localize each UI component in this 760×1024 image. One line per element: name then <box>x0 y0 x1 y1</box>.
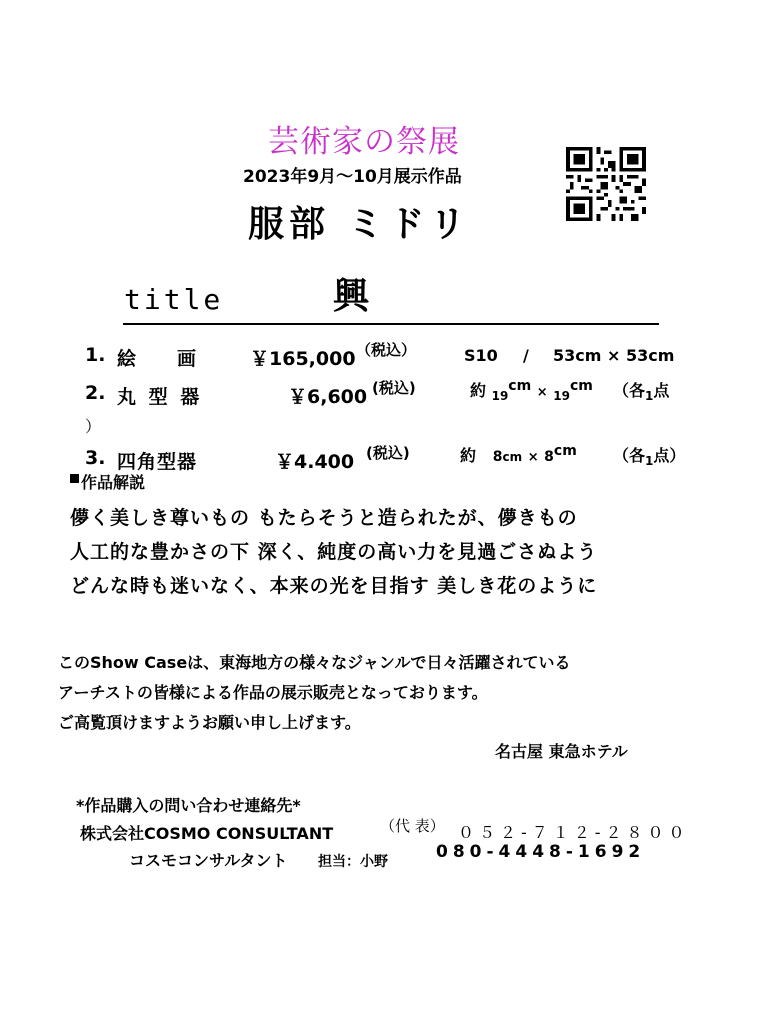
square-bullet-icon <box>70 474 79 483</box>
item-2-tax: (税込) <box>372 379 416 397</box>
item-1-price: ￥165,000 <box>250 348 356 370</box>
description-line-2: 人工的な豊かさの下 深く、純度の高い力を見過ごさぬよう <box>70 541 598 563</box>
item-1-slash: / <box>523 346 529 365</box>
info-line-2: アーチストの皆様による作品の展示販売となっております。 <box>58 683 488 702</box>
item-1-tax: （税込） <box>356 341 417 359</box>
item-3-number: 3. <box>85 447 106 469</box>
item-3-quantity: （各$_1$点） <box>613 446 686 468</box>
company-name: 株式会社COSMO CONSULTANT <box>80 824 334 843</box>
person-phone: 080-4448-1692 <box>436 842 646 862</box>
contact-heading: *作品購入の問い合わせ連絡先* <box>76 796 301 815</box>
representative-phone: ０５２-７１２-２８００ <box>458 823 690 842</box>
item-3-price: ￥4.400 <box>275 451 355 473</box>
item-3-name: 四角型器 <box>117 451 198 473</box>
item-1-size: 53cm × 53cm <box>553 346 675 365</box>
info-line-3: ご高覧頂けますようお願い申し上げます。 <box>58 713 361 732</box>
item-1-size-code: S10 <box>464 346 498 365</box>
item-2-size: 約 $_{19}$cm × $_{19}$cm <box>470 378 593 403</box>
title-divider <box>123 323 659 325</box>
artist-name: 服部 ミドリ <box>248 204 471 245</box>
item-2-name: 丸 型 器 <box>117 386 203 408</box>
item-3-tax: (税込) <box>366 444 410 462</box>
description-line-3: どんな時も迷いなく、本来の光を目指す 美しき花のように <box>70 575 598 597</box>
item-2-wrap: ） <box>85 417 102 436</box>
artwork-title-label: title <box>124 283 224 316</box>
exhibition-period: 2023年9月～10月展示作品 <box>243 167 462 187</box>
info-line-1: このShow Caseは、東海地方の様々なジャンルで日々活躍されている <box>58 653 571 672</box>
qr-code-icon <box>566 147 646 221</box>
person-in-charge: 担当：小野 <box>318 854 388 870</box>
description-line-1: 儚く美しき尊いもの もたらそうと造られたが、儚きもの <box>70 507 578 529</box>
description-heading: 作品解説 <box>70 470 145 493</box>
representative-label: （代 表） <box>380 817 445 835</box>
item-1-number: 1. <box>85 344 106 366</box>
item-2-number: 2. <box>85 382 106 404</box>
company-kana: コスモコンサルタント <box>129 851 288 870</box>
item-2-quantity: （各$_1$点 <box>613 381 670 403</box>
item-2-price: ￥6,600 <box>288 386 368 408</box>
venue: 名古屋 東急ホテル <box>495 742 628 761</box>
exhibition-title: 芸術家の祭展 <box>268 124 460 160</box>
artwork-title: 興 <box>333 276 370 317</box>
item-3-size: 約 8cm × 8cm <box>460 443 577 465</box>
item-1-name: 絵 画 <box>117 348 198 370</box>
